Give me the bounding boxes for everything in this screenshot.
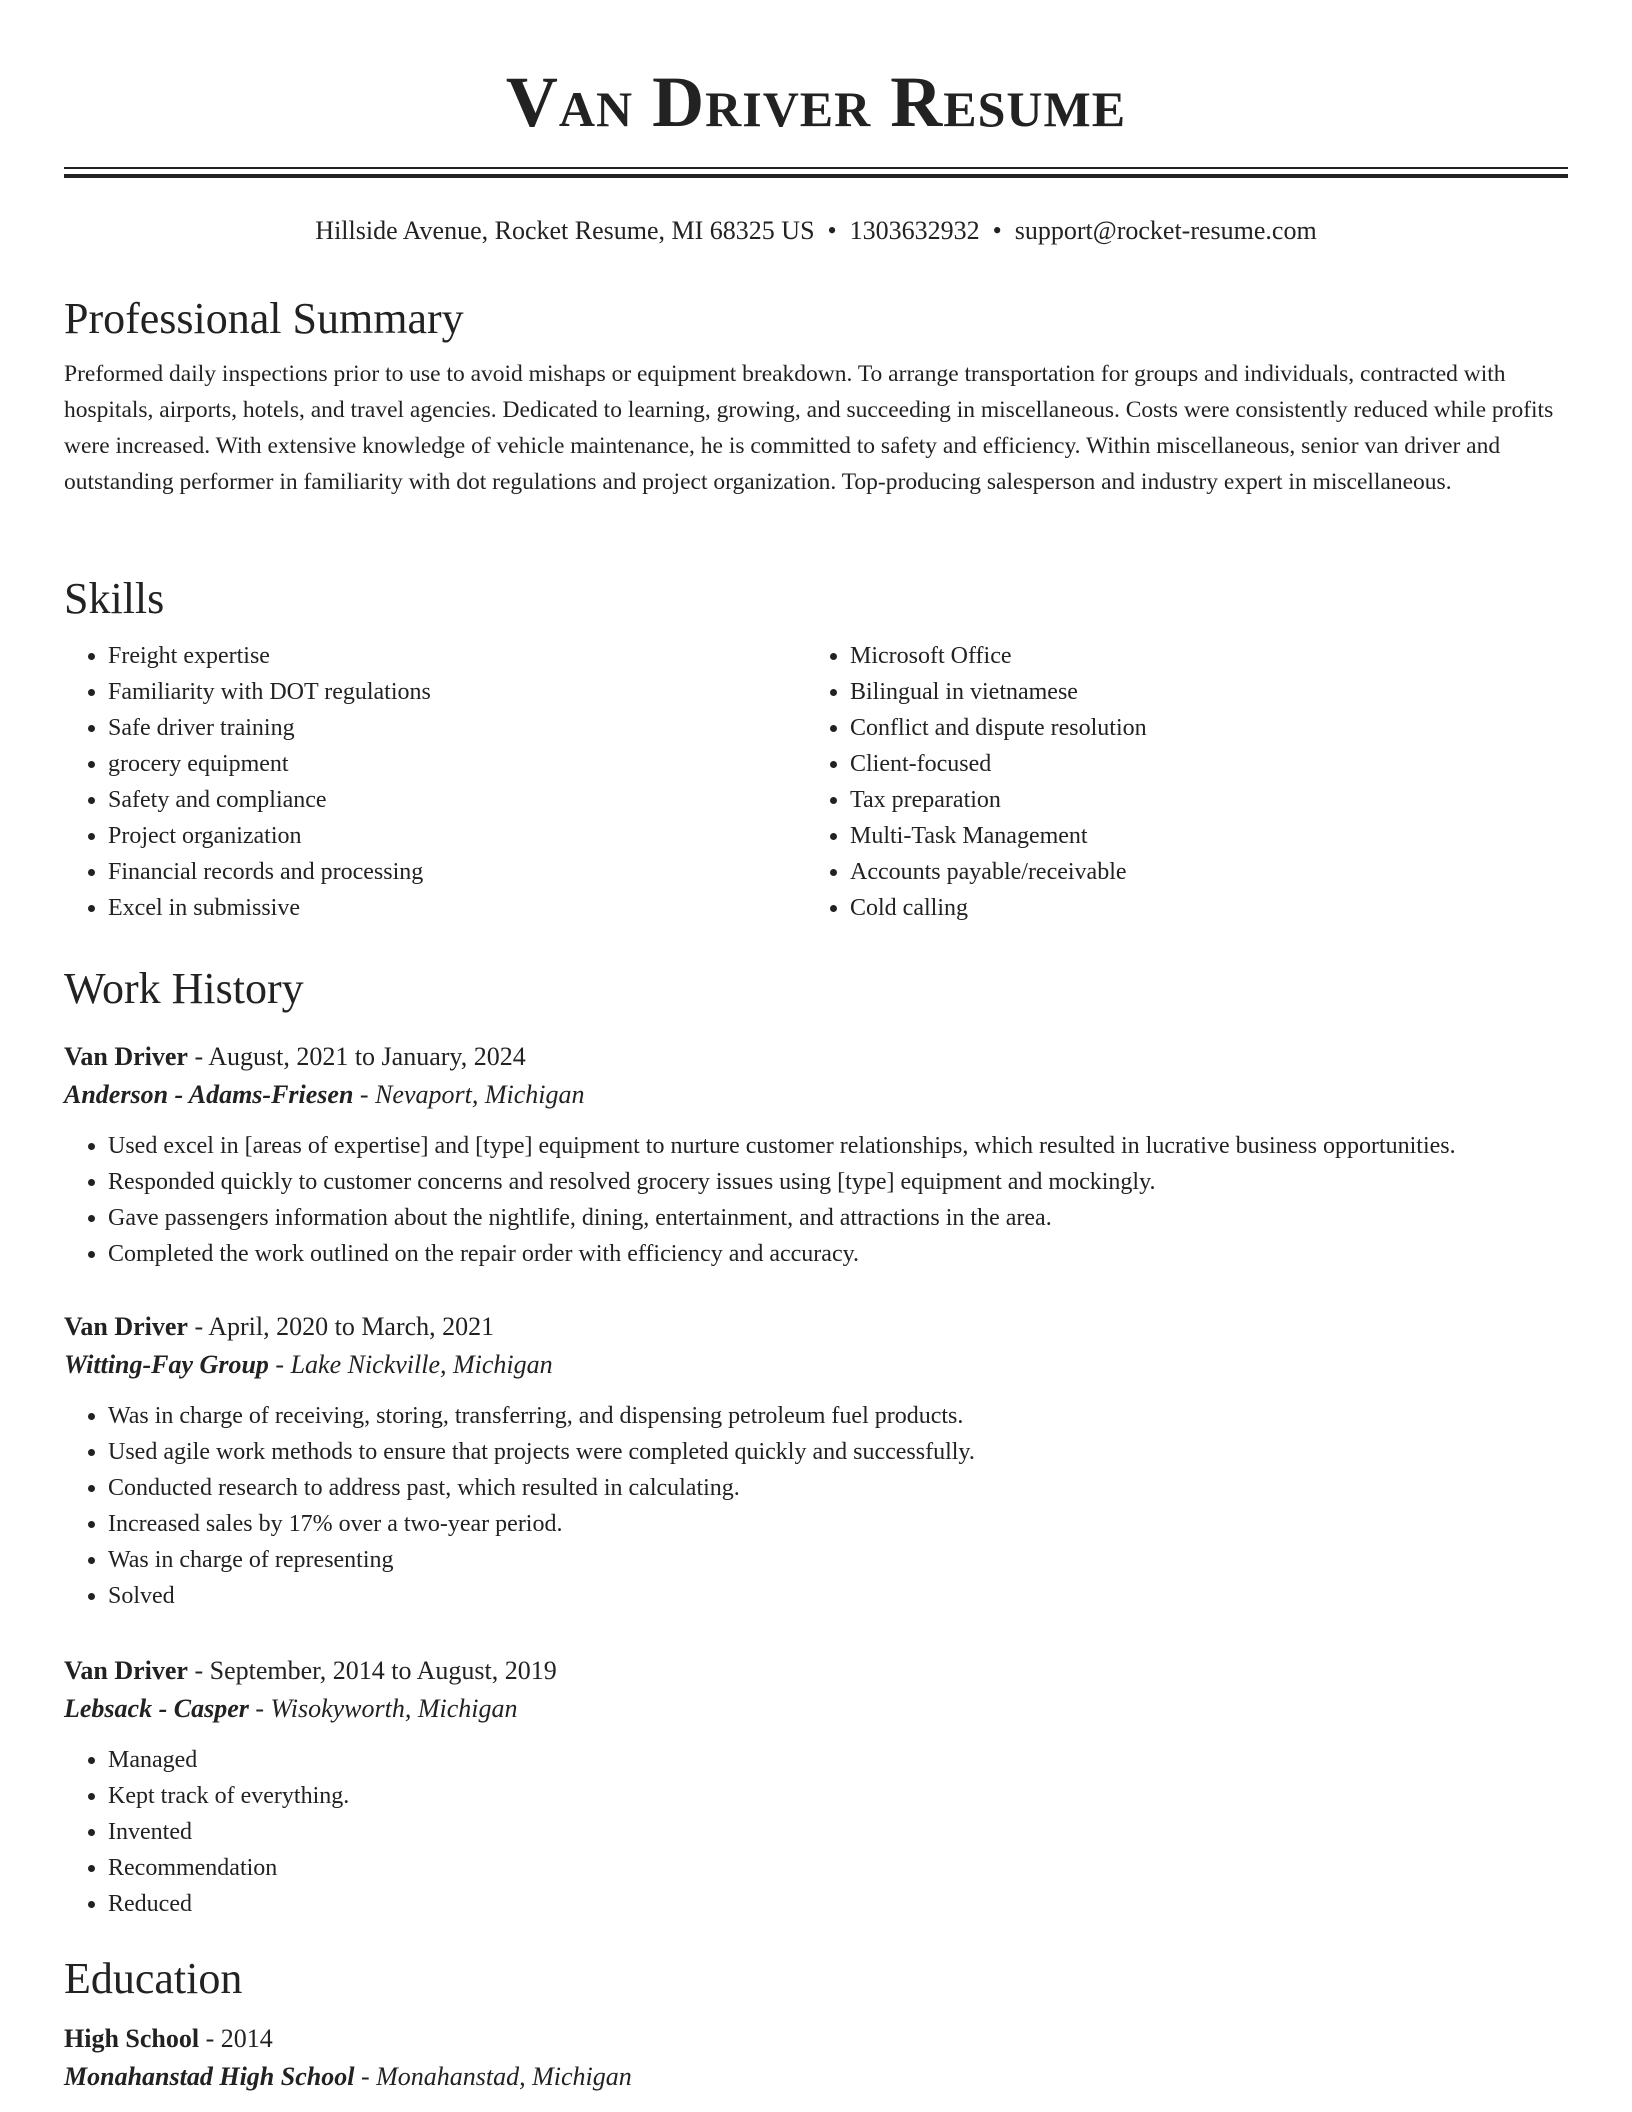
job-bullet: • Solved xyxy=(108,1578,1568,1614)
skill-item: • Accounts payable/receivable xyxy=(850,854,1147,890)
job-title: Van Driver xyxy=(64,1042,188,1071)
education-year: - 2014 xyxy=(199,2024,273,2053)
skill-item: • Project organization xyxy=(108,818,431,854)
job-company-line xyxy=(64,1346,1568,1384)
resume-title: Van Driver Resume xyxy=(505,62,1127,142)
skill-item: • Safety and compliance xyxy=(108,782,431,818)
job-entry xyxy=(64,1652,1568,1922)
job-bullets xyxy=(64,1128,1568,1272)
skill-item: • Bilingual in vietnamese xyxy=(850,674,1147,710)
job-title-line xyxy=(64,1308,1568,1346)
contact-phone: 1303632932 xyxy=(849,216,980,245)
job-location: - Nevaport, Michigan xyxy=(353,1080,585,1109)
job-company: Witting-Fay Group xyxy=(64,1350,269,1379)
job-entry xyxy=(64,1038,1568,1272)
job-bullet: • Invented xyxy=(108,1814,1568,1850)
job-bullets xyxy=(64,1398,1568,1614)
summary-text: Preformed daily inspections prior to use to avoid mishaps or equipment breakdown. To arrange transportation for groups and individuals, contracted with hospitals, airports, hotels, and travel agencies. Dedicated to learning, growing, and succeeding in miscellaneous. Costs were consistently reduced while profits were increased. With extensive knowledge of vehicle maintenance, he is committed to safety and efficiency. Within miscellaneous, senior van driver and outstanding performer in familiarity with dot regulations and project organization. Top-producing salesperson and industry expert in miscellaneous. xyxy=(64,361,1554,495)
job-title: Van Driver xyxy=(64,1656,188,1685)
education-section xyxy=(64,1952,1568,2096)
job-title-line xyxy=(64,1652,1568,1690)
skill-item: • Conflict and dispute resolution xyxy=(850,710,1147,746)
contact-address: Hillside Avenue, Rocket Resume, MI 68325 US xyxy=(315,216,815,245)
job-dates: - August, 2021 to January, 2024 xyxy=(187,1042,526,1071)
job-bullet: • Gave passengers information about the nightlife, dining, entertainment, and attractions in the area. xyxy=(108,1200,1568,1236)
skills-list-left xyxy=(64,638,431,926)
skills-section xyxy=(64,572,1568,938)
job-bullet: • Used agile work methods to ensure that projects were completed quickly and successfully. xyxy=(108,1434,1568,1470)
contact-separator: • xyxy=(827,216,837,245)
education-degree: High School xyxy=(64,2024,200,2053)
skill-item: • grocery equipment xyxy=(108,746,431,782)
skill-item: • Tax preparation xyxy=(850,782,1147,818)
skills-list-right xyxy=(806,638,1147,926)
job-company: Anderson - Adams-Friesen xyxy=(64,1080,354,1109)
job-bullet: • Was in charge of receiving, storing, transferring, and dispensing petroleum fuel products. xyxy=(108,1398,1568,1434)
skill-item: • Microsoft Office xyxy=(850,638,1147,674)
job-bullet: • Completed the work outlined on the repair order with efficiency and accuracy. xyxy=(108,1236,1568,1272)
skill-item: • Cold calling xyxy=(850,890,1147,926)
education-heading: Education xyxy=(64,1954,243,2003)
job-bullet: • Increased sales by 17% over a two-year period. xyxy=(108,1506,1568,1542)
skill-item: • Freight expertise xyxy=(108,638,431,674)
education-degree-line xyxy=(64,2020,1568,2058)
summary-section xyxy=(64,292,1568,500)
job-bullet: • Reduced xyxy=(108,1886,1568,1922)
job-dates: - April, 2020 to March, 2021 xyxy=(187,1312,495,1341)
job-company-line xyxy=(64,1690,1568,1728)
skill-item: • Client-focused xyxy=(850,746,1147,782)
job-title-line xyxy=(64,1038,1568,1076)
summary-heading: Professional Summary xyxy=(64,294,464,343)
job-bullet: • Was in charge of representing xyxy=(108,1542,1568,1578)
title-rule-thick xyxy=(64,174,1568,178)
job-company: Lebsack - Casper xyxy=(64,1694,249,1723)
title-rule-thin xyxy=(64,167,1568,169)
work-history-heading-block xyxy=(64,962,1568,1016)
skill-item: • Financial records and processing xyxy=(108,854,431,890)
contact-email: support@rocket-resume.com xyxy=(1014,216,1317,245)
work-history-heading: Work History xyxy=(64,964,304,1013)
job-bullet: • Responded quickly to customer concerns and resolved grocery issues using [type] equipment and mockingly. xyxy=(108,1164,1568,1200)
education-school-line xyxy=(64,2058,1568,2096)
contact-line xyxy=(0,214,1632,248)
skill-item: • Familiarity with DOT regulations xyxy=(108,674,431,710)
job-entry xyxy=(64,1308,1568,1614)
job-company-line xyxy=(64,1076,1568,1114)
skill-item: • Safe driver training xyxy=(108,710,431,746)
job-bullet: • Managed xyxy=(108,1742,1568,1778)
contact-separator: • xyxy=(992,216,1002,245)
skills-columns xyxy=(64,638,1568,938)
job-title: Van Driver xyxy=(64,1312,188,1341)
job-dates: - September, 2014 to August, 2019 xyxy=(187,1656,557,1685)
job-location: - Wisokyworth, Michigan xyxy=(248,1694,518,1723)
job-bullets xyxy=(64,1742,1568,1922)
job-bullet: • Conducted research to address past, which resulted in calculating. xyxy=(108,1470,1568,1506)
job-bullet: • Used excel in [areas of expertise] and [type] equipment to nurture customer relationships, which resulted in lucrative business opportunities. xyxy=(108,1128,1568,1164)
job-bullet: • Kept track of everything. xyxy=(108,1778,1568,1814)
job-bullet: • Recommendation xyxy=(108,1850,1568,1886)
education-school: Monahanstad High School xyxy=(64,2062,355,2091)
skill-item: • Excel in submissive xyxy=(108,890,431,926)
skill-item: • Multi-Task Management xyxy=(850,818,1147,854)
education-location: - Monahanstad, Michigan xyxy=(354,2062,632,2091)
job-location: - Lake Nickville, Michigan xyxy=(268,1350,553,1379)
skills-heading: Skills xyxy=(64,574,165,623)
